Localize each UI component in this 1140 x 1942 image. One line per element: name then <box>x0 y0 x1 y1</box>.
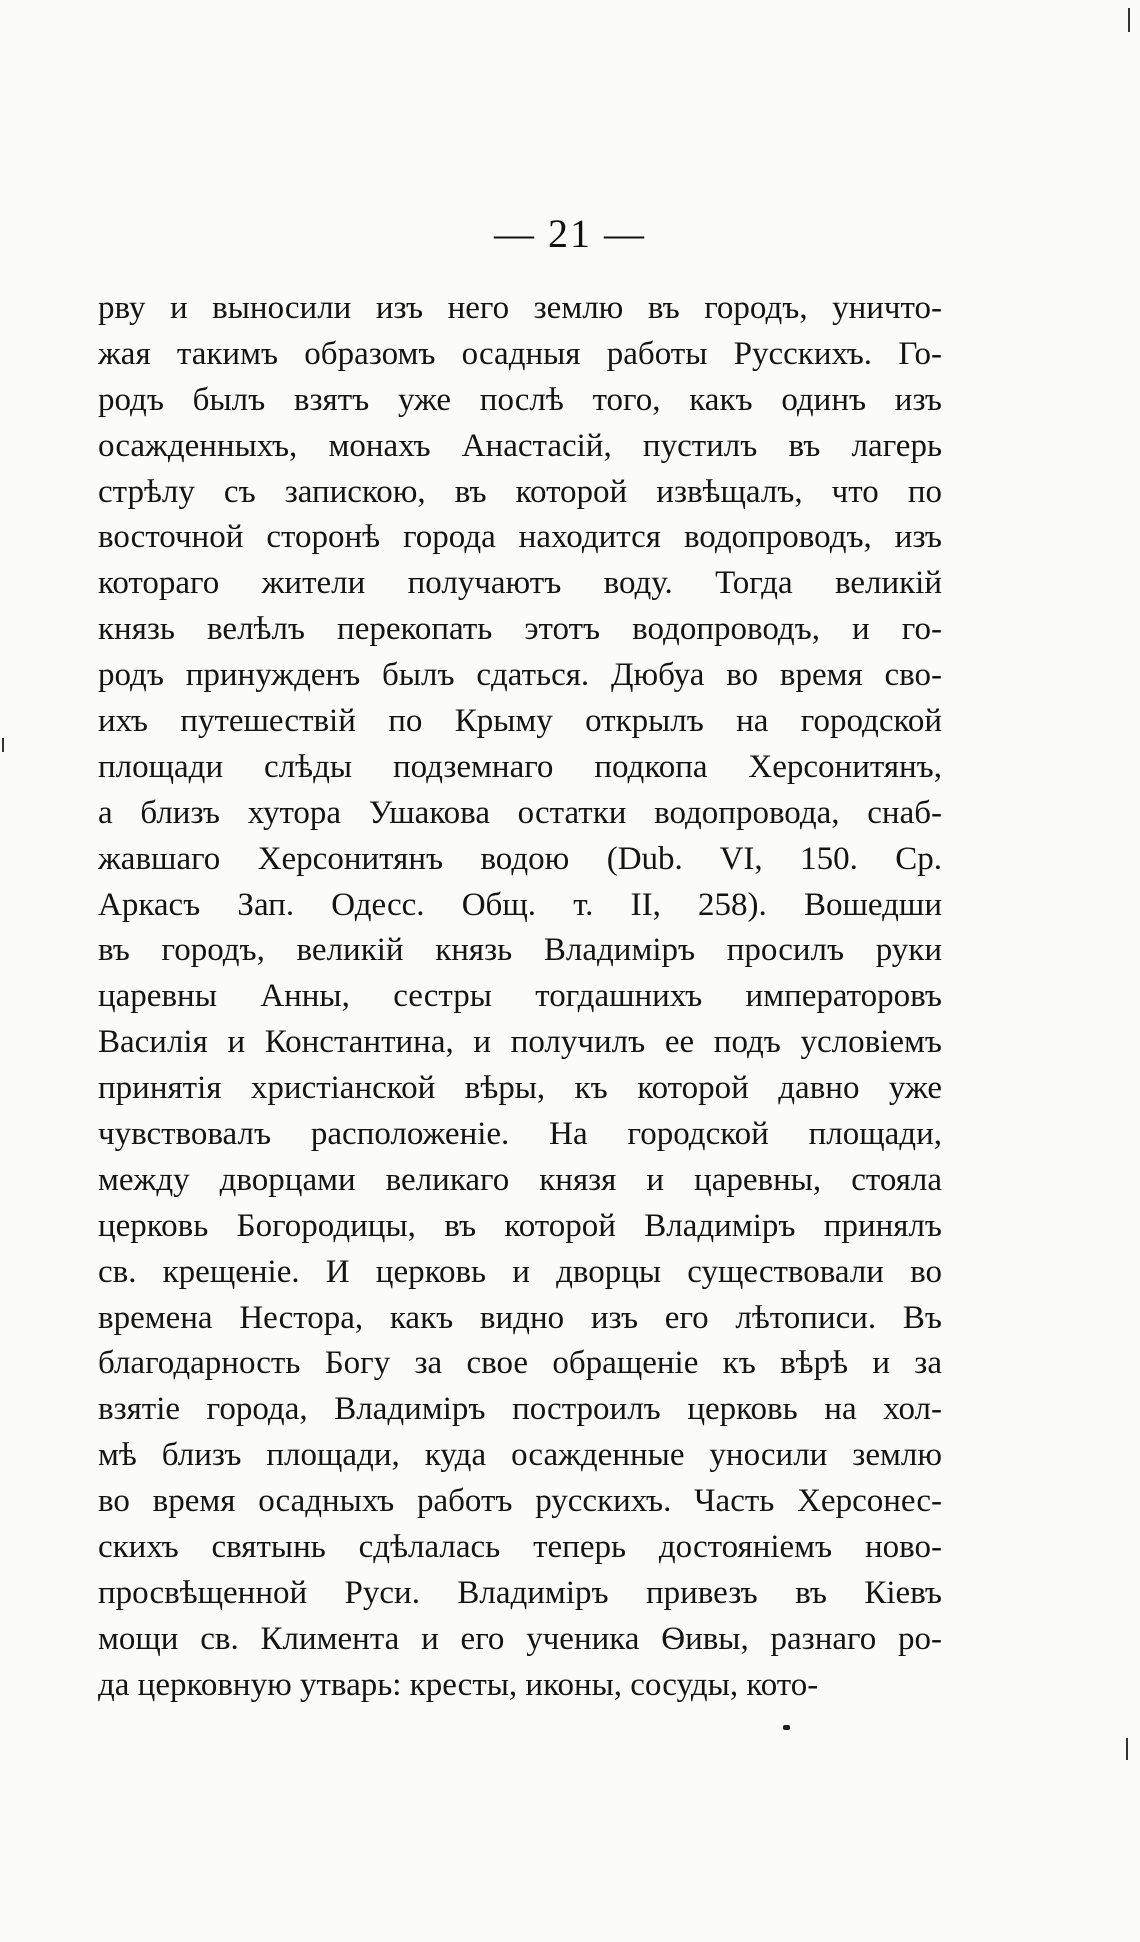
text-line: рву и выносили изъ него землю въ городъ, уничто- <box>98 290 942 326</box>
text-line: во время осадныхъ работъ русскихъ. Часть Херсонес- <box>98 1483 942 1520</box>
text-line: церковь Богородицы, въ которой Владиміръ принялъ <box>98 1207 942 1244</box>
text-line: просвѣщенной Руси. Владиміръ привезъ въ Кіевъ <box>98 1574 942 1611</box>
text-line: родъ былъ взятъ уже послѣ того, какъ одинъ изъ <box>98 381 942 418</box>
text-line: родъ принужденъ былъ сдаться. Дюбуа во время сво- <box>98 657 942 694</box>
text-line: Аркасъ Зап. Одесс. Общ. т. II, 258). Вошедши <box>98 886 942 923</box>
text-line: мощи св. Климента и его ученика Ѳивы, разнаго ро- <box>98 1620 942 1657</box>
text-line: стрѣлу съ запискою, въ которой извѣщалъ, что по <box>98 473 942 510</box>
text-line: царевны Анны, сестры тогдашнихъ императоровъ <box>98 978 942 1015</box>
text-line: жавшаго Херсонитянъ водою (Dub. VI, 150. Ср. <box>98 840 942 877</box>
scan-mark <box>1126 1738 1128 1760</box>
text-line: между дворцами великаго князя и царевны, стояла <box>98 1161 942 1198</box>
text-line: въ городъ, великій князь Владиміръ просилъ руки <box>98 932 942 969</box>
body-text <box>98 286 942 1709</box>
text-line: князь велѣлъ перекопать этотъ водопроводъ, и го- <box>98 611 942 648</box>
text-line: взятіе города, Владиміръ построилъ церковь на хол- <box>98 1391 942 1428</box>
text-line: ихъ путешествій по Крыму открылъ на городской <box>98 703 942 740</box>
text-line: св. крещеніе. И церковь и дворцы существовали во <box>98 1253 942 1290</box>
text-line: благодарность Богу за свое обращеніе къ вѣрѣ и за <box>98 1345 942 1382</box>
scan-mark <box>1128 8 1130 32</box>
text-line: восточной сторонѣ города находится водопроводъ, изъ <box>98 519 942 556</box>
text-line: скихъ святынь сдѣлалась теперь достояніемъ ново- <box>98 1529 942 1566</box>
text-line: времена Нестора, какъ видно изъ его лѣтописи. Въ <box>98 1299 942 1336</box>
text-line: Василія и Константина, и получилъ ее подъ условіемъ <box>98 1024 942 1061</box>
text-line: а близъ хутора Ушакова остатки водопровода, снаб- <box>98 794 942 831</box>
text-line: котораго жители получаютъ воду. Тогда великій <box>98 565 942 602</box>
scan-mark <box>2 738 4 752</box>
text-line: площади слѣды подземнаго подкопа Херсонитянъ, <box>98 748 942 785</box>
text-line: мѣ близъ площади, куда осажденные уносили землю <box>98 1437 942 1474</box>
ink-dot <box>783 1725 790 1730</box>
text-line: принятія христіанской вѣры, къ которой давно уже <box>98 1070 942 1107</box>
page-number: — 21 — <box>494 211 646 256</box>
text-line: да церковную утварь: кресты, иконы, сосуды, кото- <box>98 1666 819 1703</box>
text-line: жая такимъ образомъ осадныя работы Русскихъ. Го- <box>98 335 942 372</box>
text-line: чувствовалъ расположеніе. На городской площади, <box>98 1116 942 1153</box>
text-line: осажденныхъ, монахъ Анастасій, пустилъ въ лагерь <box>98 427 942 464</box>
